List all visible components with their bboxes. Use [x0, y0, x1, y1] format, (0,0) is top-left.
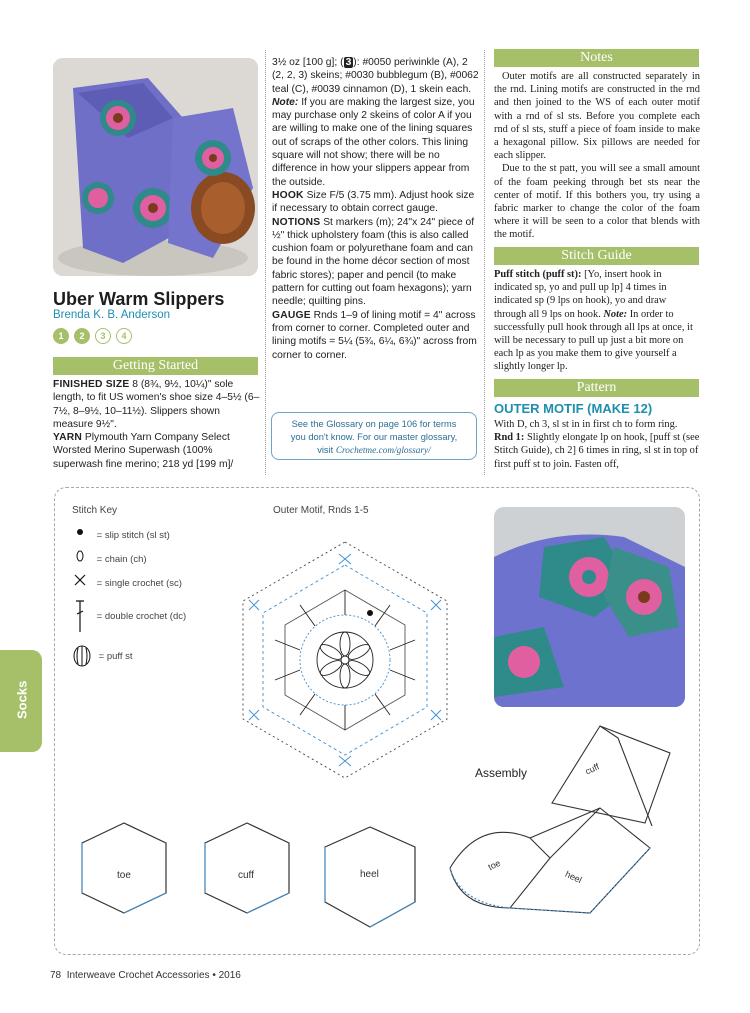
- stitch-note-text: In order to successfully pull hook through all lps at once, it will be necessary to pull up just a bit more on each lp as you make them to give yourself a slightly longer lp.: [494, 308, 693, 373]
- glossary-visit: visit: [317, 445, 334, 455]
- yarn-label: YARN: [53, 432, 83, 444]
- tall-t-icon: [72, 598, 88, 634]
- slipper-closeup-illustration: [494, 507, 685, 707]
- hook-label: HOOK: [272, 189, 304, 201]
- glossary-link[interactable]: Crochetme.com/glossary/: [335, 446, 431, 456]
- key-label: = puff st: [98, 650, 133, 662]
- footer-bullet: •: [212, 970, 216, 981]
- skill-level-1: 1: [53, 328, 69, 344]
- finished-size-label: FINISHED SIZE: [53, 379, 130, 390]
- glossary-box: [271, 412, 477, 460]
- stitch-guide-text: [494, 268, 700, 374]
- publication-name: Interweave Crochet Accessories: [66, 970, 210, 981]
- key-label: = chain (ch): [96, 554, 147, 565]
- glossary-line2: you don't know. For our master glossary,: [290, 432, 458, 442]
- assembly-drawing: [440, 708, 690, 938]
- assembly-label: Assembly: [475, 766, 528, 780]
- assembly-label-cuff: cuff: [583, 761, 601, 777]
- column-divider: [265, 50, 266, 475]
- join-dot-icon: [367, 610, 373, 616]
- notions-label: NOTIONS: [272, 216, 321, 228]
- hook-text: Size F/5 (3.75 mm). Adjust hook size if necessary to obtain correct gauge.: [272, 189, 475, 215]
- key-label: = double crochet (dc): [96, 610, 187, 622]
- skill-levels: [53, 326, 137, 344]
- x-icon: [72, 574, 88, 586]
- skill-level-4: 4: [116, 328, 132, 344]
- finished-size: 8 (8¾, 9½, 10¼)" sole length, to fit US women's shoe size 4–5½ (6–7½, 8–9½, 10–11½). Slippers shown measure 9½".: [53, 379, 260, 430]
- assembly-label-heel: heel: [563, 868, 584, 886]
- hex-label-cuff: cuff: [238, 870, 254, 881]
- gauge-label: GAUGE: [272, 309, 311, 321]
- section-tab-label: Socks: [14, 680, 30, 719]
- skill-level-3: 3: [95, 328, 111, 344]
- glossary-line1: See the Glossary on page 106 for terms: [291, 419, 457, 429]
- puff-label: Puff stitch (puff st):: [494, 269, 582, 280]
- notes-heading: Notes: [494, 49, 699, 67]
- key-row-chain: [72, 550, 147, 565]
- rnd1-text: Slightly elongate lp on hook, [puff st (see Stitch Guide), ch 2] 6 times in ring, sl st in top of first puff st to join. Fasten off,: [494, 432, 700, 470]
- notes-p2: Due to the st patt, you will see a small amount of the foam peeking through bet sts near the center of motif. If this bothers you, try using a fabric marker to change the color of the foam where it will be seen to a color that blends with the motif.: [494, 163, 700, 241]
- oval-icon: [72, 550, 88, 562]
- pattern-title: Uber Warm Slippers: [53, 289, 225, 309]
- puff-text: [Yo, insert hook in indicated sp, yo and pull up lp] 4 times in indicated sp (9 lps on hook), yo and draw through all 9 lps on hook.: [494, 269, 667, 320]
- stitch-guide-heading: Stitch Guide: [494, 247, 699, 265]
- notions-text: St markers (m); 24"x 24" piece of ½" thick upholstery foam (this is also called cushion foam or polyurethane foam and can be found in the home décor section of most fabric stores); paper and pencil (to make pattern for cutting out foam hexagons); yarn needle; quilting pins.: [272, 216, 475, 308]
- notes-text: [494, 70, 700, 242]
- yarn-cont-a: 3½ oz [100 g];: [272, 57, 338, 68]
- key-row-single-crochet: [72, 574, 182, 589]
- rnd1-label: Rnd 1:: [494, 432, 525, 444]
- yarn-text: Plymouth Yarn Company Select Worsted Merino Superwash (100% superwash fine merino; 218 yd [199 m]/: [53, 432, 234, 470]
- page-number: 78: [50, 970, 62, 981]
- note-text: If you are making the largest size, you may purchase only 2 skeins of color A if you are willing to make one of the lining squares out of scraps of the other colors. This lining square will not show; there will be no difference in how your slippers appear from the outside.: [272, 96, 475, 188]
- section-tab[interactable]: [0, 650, 42, 752]
- stitch-note-label: Note:: [603, 308, 628, 320]
- getting-started-heading: Getting Started: [53, 357, 258, 375]
- hex-label-heel: heel: [360, 869, 379, 880]
- author: Brenda K. B. Anderson: [53, 309, 170, 321]
- getting-started-text: [53, 378, 261, 471]
- pattern-intro: With D, ch 3, sl st in in first ch to form ring.: [494, 419, 678, 430]
- hexagon-pieces: [72, 818, 332, 918]
- materials-text: 3½ oz [100 g]; ( 3 ): #0050 periwinkle (A), 2 (2, 2, 3) skeins; #0030 bubblegum (B), #0062 teal (C), #0039 cinnamon (D), 1 skein each. Note: If you are making the largest size, you may purchase only 2 skeins of color A if you are willing to make one of the lining squares out of scraps of the other colors. This lining square will not show; there will be no difference in how your slippers appear from the outside. HOOK Size F/5 (3.75 mm). Adjust hook size if necessary to obtain correct gauge. NOTIONS St markers (m); 24"x 24" piece of ½" thick upholstery foam (this is also called cushion foam or polyurethane foam and can be found in the home décor section of most fabric stores); paper and pencil (to make pattern for cutting out foam hexagons); yarn needle; quilting pins. GAUGE Rnds 1–9 of lining motif = 4" across from corner to corner. Completed outer and lining motifs = 5¼ (5¾, 6¼, 6¾)" across from corner to corner.: [272, 57, 479, 361]
- key-row-puff: [72, 645, 133, 667]
- key-row-double-crochet: [72, 598, 186, 634]
- key-label: = single crochet (sc): [96, 578, 182, 589]
- yarn-cont-b: ): #0050 periwinkle (A), 2 (2, 2, 3) skeins; #0030 bubblegum (B), #0062 teal (C), #0039 cinnamon (D), 1 skein each.: [272, 57, 479, 95]
- slipper-closeup-photo: [494, 507, 685, 707]
- slippers-illustration: [53, 58, 258, 276]
- key-label: = slip stitch (sl st): [96, 530, 170, 541]
- pattern-text: [494, 418, 700, 471]
- slippers-photo: [53, 58, 258, 276]
- key-row-slip-stitch: [72, 526, 170, 541]
- notes-p1: Outer motifs are all constructed separately in the rnd. Lining motifs are constructed in the rnd and then joined to the WS of each outer motif with a rnd of sl sts. Before you complete each rnd of sl sts, stuff a piece of foam inside to make a hexagonal pillow. Six pillows are needed for each slipper.: [494, 71, 700, 162]
- outer-motif-heading: OUTER MOTIF (MAKE 12): [494, 401, 653, 416]
- gauge-text: Rnds 1–9 of lining motif = 4" across from corner to corner. Completed outer and lining motifs = 5¼ (5¾, 6¼, 6¾)" across from corner to corner.: [272, 309, 477, 361]
- puff-icon: [72, 645, 92, 667]
- publication-year: 2016: [218, 970, 241, 981]
- page-footer: [50, 970, 241, 981]
- assembly-label-toe: toe: [486, 857, 503, 873]
- column-divider: [484, 50, 485, 475]
- motif-title: Outer Motif, Rnds 1-5: [273, 505, 369, 516]
- note-label: Note:: [272, 96, 299, 108]
- pattern-heading: Pattern: [494, 379, 699, 397]
- skill-level-2: 2: [74, 328, 90, 344]
- stitch-key-title: Stitch Key: [72, 505, 118, 516]
- hex-label-toe: toe: [117, 870, 131, 881]
- dot-icon: [72, 526, 88, 538]
- yarn-weight-icon: 3: [345, 57, 352, 68]
